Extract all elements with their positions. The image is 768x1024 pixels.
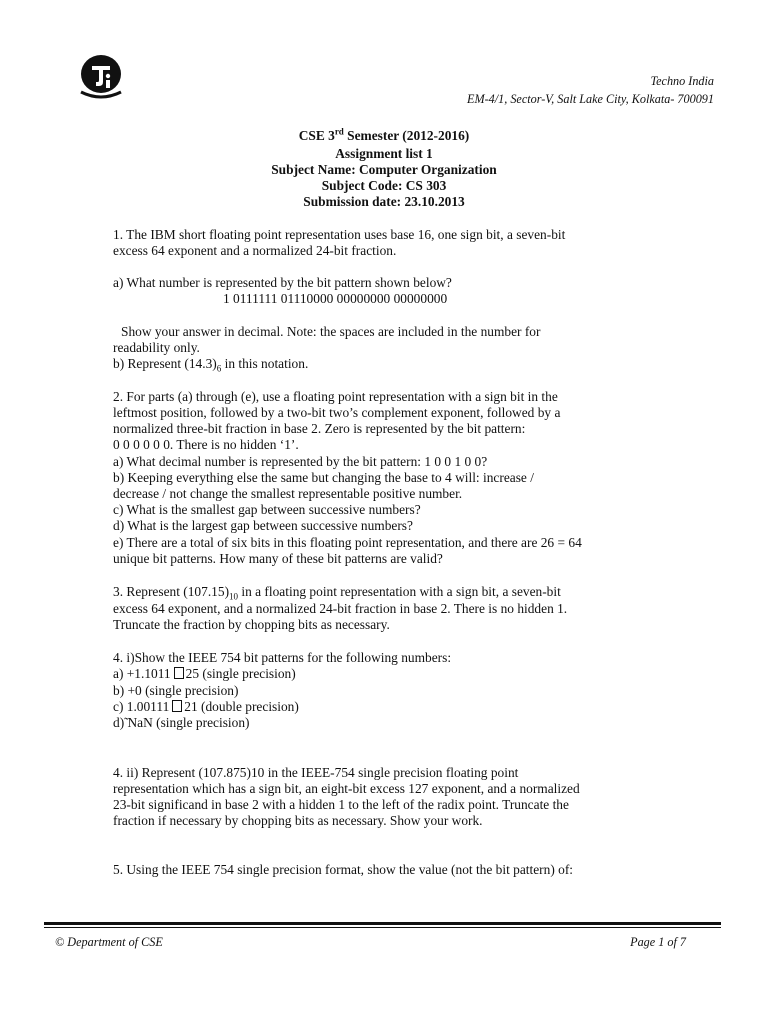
submission-date: Submission date: 23.10.2013	[303, 194, 465, 209]
q4-item-a: a) +1.1011 25 (single precision)	[113, 666, 296, 681]
footer-rule-thick	[44, 922, 721, 925]
q2-part-b-line1: b) Keeping everything else the same but changing the base to 4 will: increase /	[113, 470, 534, 485]
q2-line3: normalized three-bit fraction in base 2. Zero is represented by the bit pattern:	[113, 421, 526, 436]
q4-item-d: d)̃ NaN (single precision)	[113, 715, 250, 730]
missing-glyph-box	[174, 667, 184, 679]
assignment-title: Assignment list 1	[335, 146, 433, 161]
footer-page-number: Page 1 of 7	[630, 935, 686, 949]
q2-part-a: a) What decimal number is represented by the bit pattern: 1 0 0 1 0 0?	[113, 454, 488, 469]
q2-part-e-line2: unique bit patterns. How many of these bit patterns are valid?	[113, 551, 443, 566]
q2-line1: 2. For parts (a) through (e), use a floating point representation with a sign bit in the	[113, 389, 558, 404]
q2-line2: leftmost position, followed by a two-bit two’s complement exponent, followed by a	[113, 405, 561, 420]
q1-line2: excess 64 exponent and a normalized 24-bit fraction.	[113, 243, 397, 258]
q4-item-b: b) +0 (single precision)	[113, 683, 239, 698]
q1-note-line1: Show your answer in decimal. Note: the spaces are included in the number for	[121, 324, 541, 339]
q2-line4: 0 0 0 0 0 0. There is no hidden ‘1’.	[113, 437, 299, 452]
q1-part-a: a) What number is represented by the bit pattern shown below?	[113, 275, 452, 290]
footer-department: © Department of CSE	[55, 935, 163, 949]
q4-part-ii-line4: fraction if necessary by chopping bits as necessary. Show your work.	[113, 813, 483, 828]
org-address: EM-4/1, Sector-V, Salt Lake City, Kolkata- 700091	[467, 92, 714, 106]
q4-item-c: c) 1.00111 21 (double precision)	[113, 699, 299, 714]
q4-part-i: 4. i)Show the IEEE 754 bit patterns for the following numbers:	[113, 650, 452, 665]
q1-note-line2: readability only.	[113, 340, 200, 355]
q4-part-ii-line3: 23-bit significand in base 2 with a hidden 1 to the left of the radix point. Truncate the	[113, 797, 569, 812]
q4-part-ii-line1: 4. ii) Represent (107.875)10 in the IEEE-754 single precision floating point	[113, 765, 519, 780]
q3-line1: 3. Represent $(107.15)_{10}$ in a floating point representation with a sign bit, a seven-bit	[113, 584, 561, 602]
q1-line1: 1. The IBM short floating point representation uses base 16, one sign bit, a seven-bit	[113, 227, 566, 242]
missing-glyph-box	[172, 700, 182, 712]
q3-line3: Truncate the fraction by chopping bits as necessary.	[113, 617, 390, 632]
q2-part-e-line1: e) There are a total of six bits in this floating point representation, and there are 26 = 64	[113, 535, 582, 550]
q1-bit-pattern: 1 0111111 01110000 00000000 00000000	[223, 291, 448, 306]
subject-code: Subject Code: CS 303	[321, 178, 447, 193]
q1-part-b: b) Represent $(14.3)_6$ in this notation.	[113, 356, 309, 374]
subject-name: Subject Name: Computer Organization	[271, 162, 497, 177]
course-title: CSE 3rd Semester (2012-2016)	[298, 126, 470, 143]
q5-line1: 5. Using the IEEE 754 single precision format, show the value (not the bit pattern) of:	[113, 862, 574, 877]
q2-part-c: c) What is the smallest gap between successive numbers?	[113, 502, 421, 517]
q3-line2: excess 64 exponent, and a normalized 24-bit fraction in base 2. There is no hidden 1.	[113, 601, 568, 616]
q4-part-ii-line2: representation which has a sign bit, an eight-bit excess 127 exponent, and a normalized	[113, 781, 580, 796]
techno-india-logo	[72, 52, 130, 104]
org-name: Techno India	[650, 74, 714, 88]
q2-part-d: d) What is the largest gap between successive numbers?	[113, 518, 413, 533]
q2-part-b-line2: decrease / not change the smallest representable positive number.	[113, 486, 463, 501]
footer-rule-thin	[44, 927, 721, 928]
